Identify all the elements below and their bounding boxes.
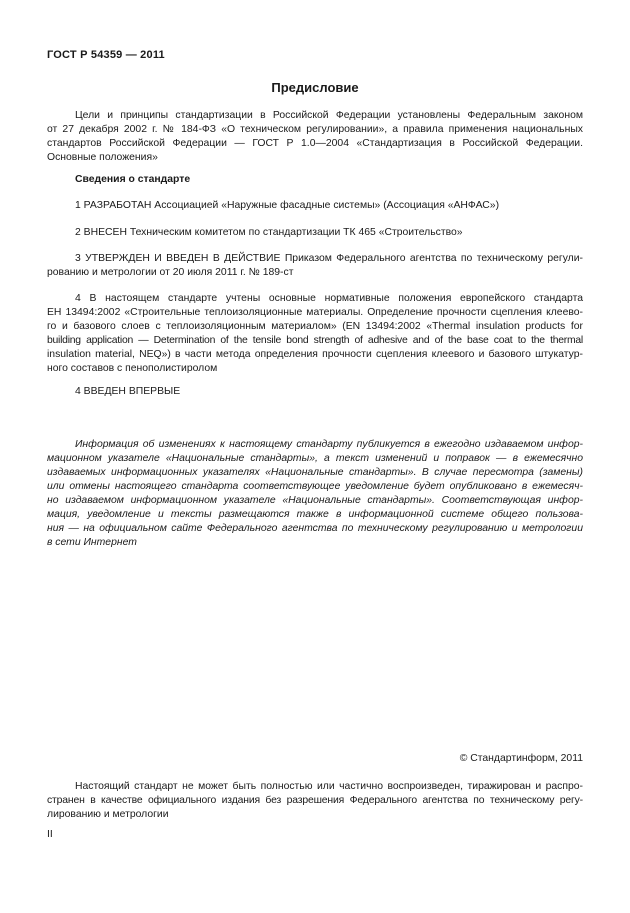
intro-line: от 27 декабря 2002 г. № 184-ФЗ «О техническом регулировании», а правила применения национальных xyxy=(47,124,583,135)
notice-line: мация, уведомление и тексты размещаются также в информационной системе общего пользова- xyxy=(47,509,583,520)
intro-line: Основные положения» xyxy=(47,152,158,163)
notice-line: издаваемых информационных указателях «Национальные стандарты». В случае пересмотра (замены) xyxy=(47,467,583,478)
notice-line: в сети Интернет xyxy=(47,537,137,548)
item-submitted: 2 ВНЕСЕН Техническим комитетом по стандартизации ТК 465 «Строительство» xyxy=(75,227,463,238)
item-standards-considered xyxy=(47,292,583,376)
reproduction-line: лированию и метрологии xyxy=(47,809,169,820)
item-developed: 1 РАЗРАБОТАН Ассоциацией «Наружные фасадные системы» (Ассоциация «АНФАС») xyxy=(75,200,500,211)
item-approved xyxy=(47,252,583,280)
standard-id-header: ГОСТ Р 54359 — 2011 xyxy=(47,49,165,61)
reproduction-line: Настоящий стандарт не может быть полностью или частично воспроизведен, тиражирован и распро- xyxy=(75,781,583,792)
intro-paragraph xyxy=(47,109,583,165)
item-standards-line: го и базового слоев с теплоизоляционным материалом» (EN 13494:2002 «Thermal insulation products for xyxy=(47,321,583,332)
changes-notice xyxy=(47,438,583,550)
reproduction-notice xyxy=(47,780,583,822)
reproduction-line: странен в качестве официального издания без разрешения Федерального агентства по техническому регу- xyxy=(47,795,583,806)
intro-line: Цели и принципы стандартизации в Российской Федерации установлены Федеральным законом xyxy=(75,110,583,121)
item-approved-line: рованию и метрологии от 20 июля 2011 г. № 189-ст xyxy=(47,267,294,278)
item-standards-line: ЕН 13494:2002 «Строительные теплоизоляционные материалы. Определение прочности сцепления клеево- xyxy=(47,307,583,318)
item-standards-line: 4 В настоящем стандарте учтены основные нормативные положения европейского стандарта xyxy=(75,293,583,304)
item-standards-line: ного составов с пенополистиролом xyxy=(47,363,218,374)
notice-line: мационном указателе «Национальные стандарты», а текст изменений и поправок — в ежемесячно xyxy=(47,453,583,464)
item-approved-line: 3 УТВЕРЖДЕН И ВВЕДЕН В ДЕЙСТВИЕ Приказом Федерального агентства по техническому регули- xyxy=(75,253,583,264)
item-standards-line: insulation material, NEQ») в части метода определения прочности сцепления клеевого и базового штукатур- xyxy=(47,349,583,360)
page-title: Предисловие xyxy=(271,80,359,95)
item-introduced-first: 4 ВВЕДЕН ВПЕРВЫЕ xyxy=(75,386,181,397)
page-number: II xyxy=(47,829,53,840)
notice-line: Информация об изменениях к настоящему стандарту публикуется в ежегодно издаваемом инфор- xyxy=(75,439,583,450)
item-standards-line: building application — Determination of the tensile bond strength of adhesive and of the base coat to the thermal xyxy=(47,335,583,346)
notice-line: но издаваемом информационном указателе «Национальные стандарты». Соответствующая инфор- xyxy=(47,495,583,506)
section-heading: Сведения о стандарте xyxy=(75,174,191,185)
notice-line: или отмены настоящего стандарта соответствующее уведомление будет опубликовано в ежемесяч- xyxy=(47,481,583,492)
notice-line: ния — на официальном сайте Федерального агентства по техническому регулированию и метрологии xyxy=(47,523,583,534)
intro-line: стандартов Российской Федерации — ГОСТ Р 1.0—2004 «Стандартизация в Российской Федерации. xyxy=(47,138,583,149)
copyright-notice: © Стандартинформ, 2011 xyxy=(459,753,583,764)
